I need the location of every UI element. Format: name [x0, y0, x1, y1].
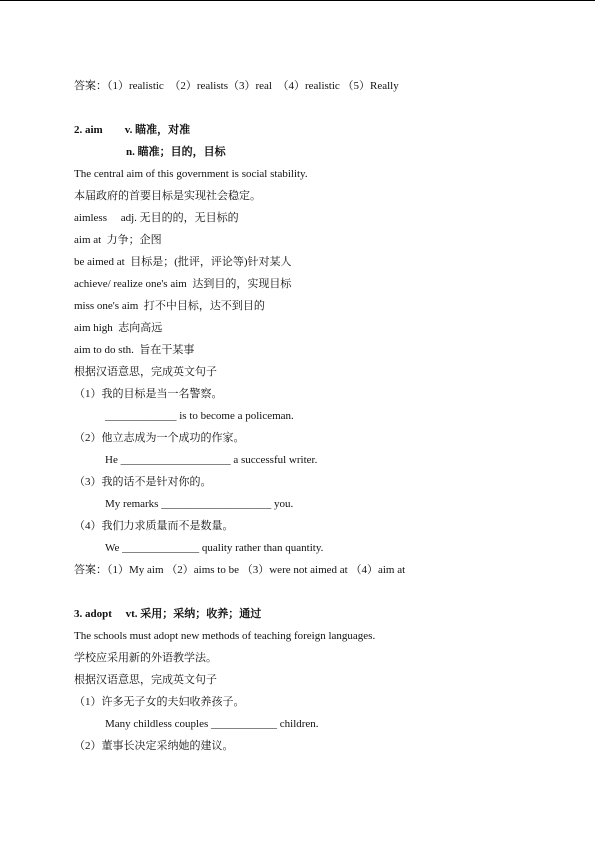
phrase-be-aimed-at: be aimed at 目标是；(批评，评论等)针对某人 [74, 256, 292, 268]
exercise-item-4-zh: （4）我们力求质量而不是数量。 [74, 520, 234, 532]
example-sentence-adopt-en: The schools must adopt new methods of teaching foreign languages. [74, 630, 376, 642]
phrase-aim-to-do: aim to do sth. 旨在干某事 [74, 344, 195, 356]
exercise-instruction-adopt: 根据汉语意思，完成英文句子 [74, 674, 217, 686]
example-sentence-en: The central aim of this government is social stability. [74, 168, 308, 180]
exercise-item-3-en: My remarks ____________________ you. [105, 498, 294, 510]
answer-line-realistic: 答案：（1）realistic （2）realists（3）real （4）realistic （5）Really [74, 80, 399, 92]
exercise-item-3-zh: （3）我的话不是针对你的。 [74, 476, 212, 488]
phrase-achieve-aim: achieve/ realize one's aim 达到目的，实现目标 [74, 278, 292, 290]
phrase-aimless: aimless adj. 无目的的，无目标的 [74, 212, 239, 224]
phrase-aim-high: aim high 志向高远 [74, 322, 163, 334]
example-sentence-zh: 本届政府的首要目标是实现社会稳定。 [74, 190, 261, 202]
entry-heading-adopt: 3. adopt vt. 采用；采纳；收养；通过 [74, 608, 262, 620]
exercise-adopt-item-2-zh: （2）董事长决定采纳她的建议。 [74, 740, 234, 752]
exercise-item-2-zh: （2）他立志成为一个成功的作家。 [74, 432, 245, 444]
exercise-adopt-item-1-zh: （1）许多无子女的夫妇收养孩子。 [74, 696, 245, 708]
exercise-item-2-en: He ____________________ a successful writer. [105, 454, 318, 466]
exercise-item-4-en: We ______________ quality rather than quantity. [105, 542, 324, 554]
page-top-border [0, 0, 595, 1]
entry-aim-noun-sense: n. 瞄准；目的，目标 [126, 146, 226, 158]
phrase-miss-aim: miss one's aim 打不中目标，达不到目的 [74, 300, 265, 312]
exercise-item-1-en: _____________ is to become a policeman. [105, 410, 294, 422]
exercise-adopt-item-1-en: Many childless couples ____________ children. [105, 718, 319, 730]
phrase-aim-at: aim at 力争；企图 [74, 234, 162, 246]
exercise-instruction: 根据汉语意思，完成英文句子 [74, 366, 217, 378]
example-sentence-adopt-zh: 学校应采用新的外语教学法。 [74, 652, 217, 664]
answer-line-aim: 答案：（1）My aim （2）aims to be （3）were not aimed at （4）aim at [74, 564, 406, 576]
entry-heading-aim: 2. aim v. 瞄准，对准 [74, 124, 191, 136]
exercise-item-1-zh: （1）我的目标是当一名警察。 [74, 388, 223, 400]
